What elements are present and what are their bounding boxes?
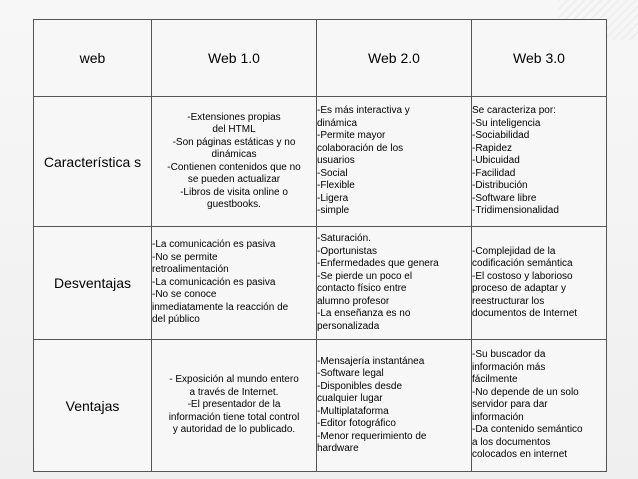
cell-line: -La comunicación es pasiva xyxy=(152,276,276,288)
row-label-ventajas: Ventajas xyxy=(34,340,152,472)
cell-line: reestructurar los xyxy=(472,295,545,307)
cell-line: -Enfermedades que genera xyxy=(317,258,439,269)
cell-line: a través de Internet. xyxy=(189,386,279,398)
cell-line: colocados en internet xyxy=(472,449,568,461)
cell-line: -Son páginas estáticas y no xyxy=(172,136,296,148)
cell-line: -Oportunistas xyxy=(317,245,378,257)
cell-line: -Multiplataforma xyxy=(317,405,389,417)
cell-line: -No depende de un solo xyxy=(472,386,579,398)
cell-line: -Software libre xyxy=(472,192,537,204)
cell-line: a los documentos xyxy=(472,436,551,448)
cell-ventajas-web2 xyxy=(317,340,472,472)
row-label-caracteristicas: Característica s xyxy=(34,97,152,227)
header-web-2-0: Web 2.0 xyxy=(317,20,472,97)
cell-line: -Saturación. xyxy=(317,233,371,244)
cell-line: Se caracteriza por: xyxy=(472,105,556,117)
header-row xyxy=(34,20,607,97)
cell-line: se pueden actualizar xyxy=(187,174,281,185)
cell-line: -Complejidad de la xyxy=(472,245,556,257)
cell-line: usuarios xyxy=(317,155,355,167)
cell-line: información más xyxy=(472,361,546,373)
cell-line: -Se pierde un poco el xyxy=(317,270,413,282)
cell-line: -Da contenido semántico xyxy=(472,424,583,436)
header-web: web xyxy=(34,20,152,97)
cell-line: fácilmente xyxy=(472,374,518,386)
cell-line: documentos de Internet xyxy=(472,308,578,319)
cell-line: -No se permite xyxy=(152,251,218,263)
cell-line: del público xyxy=(152,314,200,326)
cell-caracteristicas-web1 xyxy=(152,97,317,227)
cell-line: personalizada xyxy=(317,320,380,332)
cell-line: contacto físico entre xyxy=(317,283,407,294)
cell-line: -Flexible xyxy=(317,180,355,192)
cell-line: proceso de adaptar y xyxy=(472,283,566,294)
table-row-desventajas xyxy=(34,227,607,340)
table-row-ventajas xyxy=(34,340,607,472)
cell-line: -Distribución xyxy=(472,180,528,192)
table-row-caracteristicas xyxy=(34,97,607,227)
cell-line: dinámica xyxy=(317,117,358,129)
cell-line: -Software legal xyxy=(317,368,384,379)
cell-line: -Mensajería instantánea xyxy=(317,355,425,367)
cell-line: -Su inteligencia xyxy=(472,117,541,129)
cell-caracteristicas-web3 xyxy=(472,97,607,227)
cell-line: guestbooks. xyxy=(207,199,261,210)
cell-line: -Su buscador da xyxy=(472,349,546,361)
header-web-1-0: Web 1.0 xyxy=(152,20,317,97)
cell-line: -Sociabilidad xyxy=(472,130,530,142)
cell-line: -Editor fotográfico xyxy=(317,418,396,429)
cell-line: -Facilidad xyxy=(472,167,516,179)
cell-ventajas-web3 xyxy=(472,340,607,472)
cell-line: alumno profesor xyxy=(317,295,390,307)
comparison-table xyxy=(33,19,607,472)
cell-line: -Contienen contenidos que no xyxy=(167,161,301,173)
cell-line: -Menor requerimiento de xyxy=(317,430,427,442)
cell-line: -Ubicuidad xyxy=(472,155,520,167)
cell-line: inmediatamente la reacción de xyxy=(152,301,289,313)
cell-line: -Es más interactiva y xyxy=(317,105,410,117)
cell-line: -Disponibles desde xyxy=(317,380,403,392)
cell-line: colaboración de los xyxy=(317,142,404,154)
cell-line: -Libros de visita online o xyxy=(180,186,288,198)
cell-line: -Permite mayor xyxy=(317,130,386,142)
cell-line: -El presentador de la xyxy=(187,399,281,411)
cell-desventajas-web1 xyxy=(152,227,317,340)
cell-line: -No se conoce xyxy=(152,289,217,301)
cell-line: dinámicas xyxy=(211,149,257,160)
cell-line: servidor para dar xyxy=(472,399,548,411)
cell-line: codificación semántica xyxy=(472,258,573,269)
cell-line: -La enseñanza es no xyxy=(317,308,411,319)
cell-line: -Extensiones propias xyxy=(187,111,281,123)
row-label-desventajas: Desventajas xyxy=(34,227,152,340)
cell-line: hardware xyxy=(317,443,359,454)
cell-line: retroalimentación xyxy=(152,264,229,276)
cell-line: -Tridimensionalidad xyxy=(472,205,559,217)
cell-line: y autoridad de lo publicado. xyxy=(172,424,296,436)
cell-line: información tiene total control xyxy=(168,411,300,423)
cell-line: información xyxy=(472,411,524,423)
cell-line: del HTML xyxy=(212,124,256,135)
cell-caracteristicas-web2 xyxy=(317,97,472,227)
header-web-3-0: Web 3.0 xyxy=(472,20,607,97)
cell-line: -Rapidez xyxy=(472,142,513,154)
cell-desventajas-web2 xyxy=(317,227,472,340)
cell-line: - Exposición al mundo entero xyxy=(169,374,299,386)
cell-line: -Social xyxy=(317,167,348,179)
cell-ventajas-web1 xyxy=(152,340,317,472)
cell-line: -El costoso y laborioso xyxy=(472,270,573,282)
cell-line: -Ligera xyxy=(317,192,349,204)
cell-line: cualquier lugar xyxy=(317,393,383,404)
cell-line: -La comunicación es pasiva xyxy=(152,239,276,251)
cell-line: -simple xyxy=(317,205,350,217)
cell-desventajas-web3 xyxy=(472,227,607,340)
